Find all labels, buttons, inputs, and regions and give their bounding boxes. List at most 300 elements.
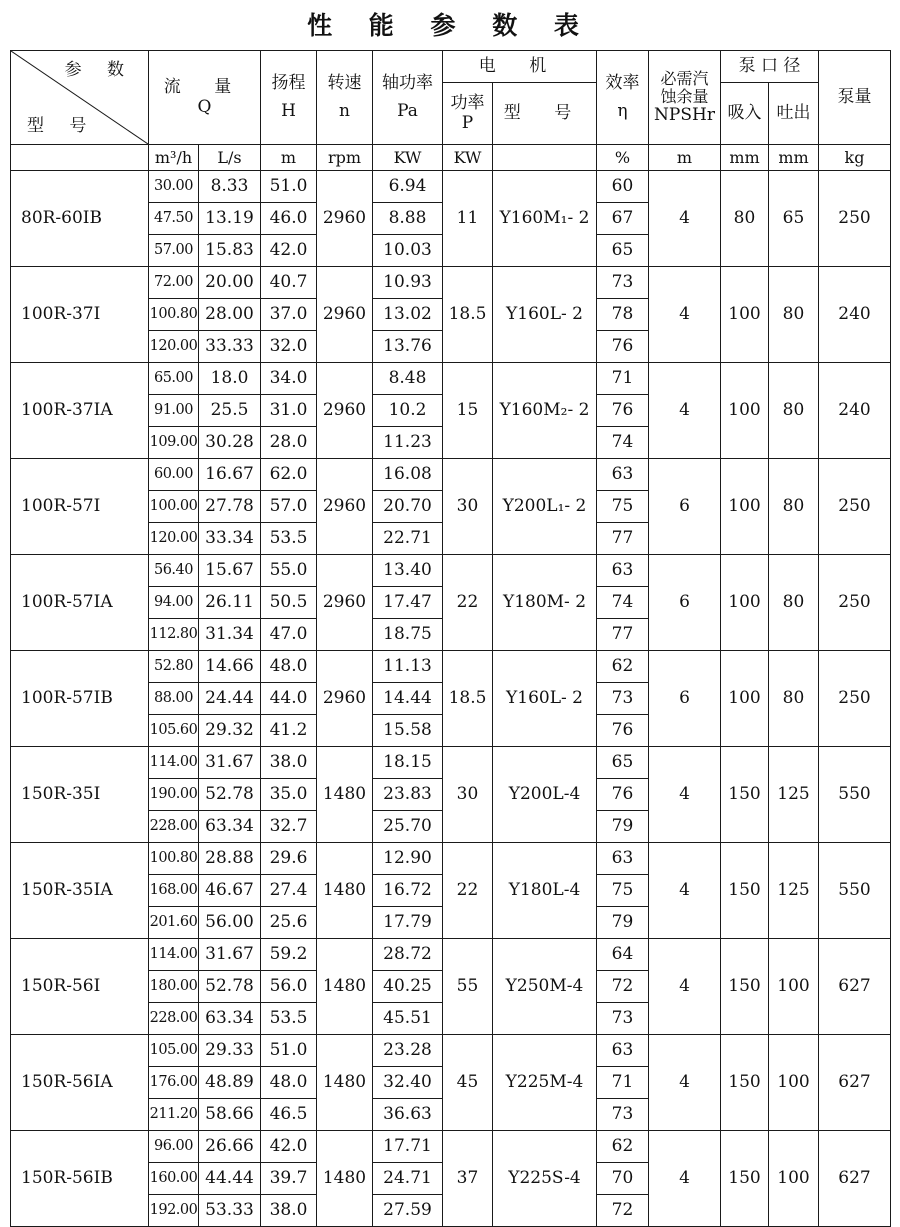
table-row <box>11 939 891 971</box>
header-corner-cell <box>11 51 149 145</box>
efficiency-cell: 63 <box>597 843 649 875</box>
weight-cell: 627 <box>819 1035 891 1131</box>
unit-suction: mm <box>721 145 769 171</box>
shaft-power-cell: 13.76 <box>373 331 443 363</box>
motor-power-cell: 30 <box>443 747 493 843</box>
head-cell: 29.6 <box>261 843 317 875</box>
header-speed <box>317 51 373 145</box>
suction-cell: 150 <box>721 747 769 843</box>
motor-power-cell: 30 <box>443 459 493 555</box>
suction-cell: 150 <box>721 939 769 1035</box>
efficiency-cell: 71 <box>597 1067 649 1099</box>
flow-m3h-cell: 112.80 <box>149 619 199 651</box>
shaft-power-cell: 27.59 <box>373 1195 443 1227</box>
head-cell: 37.0 <box>261 299 317 331</box>
motor-model-cell: Y200L-4 <box>493 747 597 843</box>
flow-m3h-cell: 88.00 <box>149 683 199 715</box>
shaft-power-cell: 23.28 <box>373 1035 443 1067</box>
model-cell: 100R-57IA <box>11 555 149 651</box>
model-cell: 80R-60IB <box>11 171 149 267</box>
header-speed-symbol: n <box>339 100 350 121</box>
flow-ls-cell: 26.11 <box>199 587 261 619</box>
header-flow <box>149 51 261 145</box>
flow-m3h-cell: 100.80 <box>149 299 199 331</box>
speed-cell: 2960 <box>317 171 373 267</box>
flow-m3h-cell: 96.00 <box>149 1131 199 1163</box>
flow-m3h-cell: 109.00 <box>149 427 199 459</box>
flow-m3h-cell: 120.00 <box>149 331 199 363</box>
flow-ls-cell: 63.34 <box>199 811 261 843</box>
shaft-power-cell: 17.71 <box>373 1131 443 1163</box>
flow-m3h-cell: 60.00 <box>149 459 199 491</box>
shaft-power-cell: 13.40 <box>373 555 443 587</box>
flow-m3h-cell: 30.00 <box>149 171 199 203</box>
model-cell: 100R-37IA <box>11 363 149 459</box>
head-cell: 53.5 <box>261 1003 317 1035</box>
efficiency-cell: 63 <box>597 459 649 491</box>
head-cell: 53.5 <box>261 523 317 555</box>
weight-cell: 550 <box>819 843 891 939</box>
header-shaft-power-symbol: Pa <box>397 100 418 121</box>
npsh-cell: 4 <box>649 1131 721 1227</box>
discharge-cell: 80 <box>769 267 819 363</box>
head-cell: 25.6 <box>261 907 317 939</box>
header-npsh-symbol: NPSHr <box>654 104 715 125</box>
header-efficiency-symbol: η <box>617 100 628 121</box>
head-cell: 50.5 <box>261 587 317 619</box>
motor-model-cell: Y225S-4 <box>493 1131 597 1227</box>
shaft-power-cell: 14.44 <box>373 683 443 715</box>
motor-power-cell: 15 <box>443 363 493 459</box>
efficiency-cell: 76 <box>597 331 649 363</box>
flow-ls-cell: 56.00 <box>199 907 261 939</box>
flow-ls-cell: 58.66 <box>199 1099 261 1131</box>
flow-ls-cell: 29.32 <box>199 715 261 747</box>
efficiency-cell: 76 <box>597 715 649 747</box>
motor-power-cell: 22 <box>443 843 493 939</box>
discharge-cell: 125 <box>769 747 819 843</box>
flow-ls-cell: 14.66 <box>199 651 261 683</box>
discharge-cell: 80 <box>769 651 819 747</box>
motor-power-cell: 55 <box>443 939 493 1035</box>
header-bore: 泵 口 径 <box>721 51 819 83</box>
head-cell: 57.0 <box>261 491 317 523</box>
flow-m3h-cell: 100.80 <box>149 843 199 875</box>
head-cell: 32.0 <box>261 331 317 363</box>
shaft-power-cell: 10.93 <box>373 267 443 299</box>
model-cell: 100R-57I <box>11 459 149 555</box>
header-weight: 泵量 <box>819 51 891 145</box>
flow-ls-cell: 44.44 <box>199 1163 261 1195</box>
flow-m3h-cell: 57.00 <box>149 235 199 267</box>
unit-motor-model <box>493 145 597 171</box>
flow-m3h-cell: 91.00 <box>149 395 199 427</box>
shaft-power-cell: 11.23 <box>373 427 443 459</box>
motor-model-cell: Y160M₁- 2 <box>493 171 597 267</box>
weight-cell: 250 <box>819 171 891 267</box>
flow-ls-cell: 25.5 <box>199 395 261 427</box>
table-row <box>11 267 891 299</box>
flow-m3h-cell: 105.00 <box>149 1035 199 1067</box>
flow-ls-cell: 16.67 <box>199 459 261 491</box>
motor-power-cell: 22 <box>443 555 493 651</box>
speed-cell: 2960 <box>317 651 373 747</box>
discharge-cell: 100 <box>769 1131 819 1227</box>
motor-power-cell: 37 <box>443 1131 493 1227</box>
suction-cell: 100 <box>721 459 769 555</box>
shaft-power-cell: 15.58 <box>373 715 443 747</box>
flow-m3h-cell: 52.80 <box>149 651 199 683</box>
header-npsh-line1: 必需汽 <box>660 69 709 89</box>
head-cell: 55.0 <box>261 555 317 587</box>
efficiency-cell: 62 <box>597 651 649 683</box>
head-cell: 27.4 <box>261 875 317 907</box>
table-row <box>11 843 891 875</box>
header-motor-power-symbol: P <box>461 112 474 133</box>
flow-ls-cell: 8.33 <box>199 171 261 203</box>
suction-cell: 100 <box>721 651 769 747</box>
flow-m3h-cell: 211.20 <box>149 1099 199 1131</box>
shaft-power-cell: 12.90 <box>373 843 443 875</box>
flow-m3h-cell: 168.00 <box>149 875 199 907</box>
head-cell: 59.2 <box>261 939 317 971</box>
model-cell: 150R-56IB <box>11 1131 149 1227</box>
weight-cell: 250 <box>819 459 891 555</box>
header-npsh-line2: 蚀余量 <box>660 86 709 106</box>
flow-ls-cell: 20.00 <box>199 267 261 299</box>
npsh-cell: 4 <box>649 747 721 843</box>
speed-cell: 1480 <box>317 747 373 843</box>
speed-cell: 1480 <box>317 843 373 939</box>
header-motor-power <box>443 83 493 145</box>
head-cell: 56.0 <box>261 971 317 1003</box>
efficiency-cell: 73 <box>597 267 649 299</box>
weight-cell: 250 <box>819 651 891 747</box>
page-title: 性 能 参 数 表 <box>307 11 593 40</box>
flow-m3h-cell: 72.00 <box>149 267 199 299</box>
header-flow-label: 流 量 <box>163 77 246 98</box>
motor-model-cell: Y160L- 2 <box>493 651 597 747</box>
motor-power-cell: 11 <box>443 171 493 267</box>
weight-cell: 627 <box>819 1131 891 1227</box>
table-row <box>11 747 891 779</box>
npsh-cell: 6 <box>649 459 721 555</box>
flow-m3h-cell: 176.00 <box>149 1067 199 1099</box>
shaft-power-cell: 10.03 <box>373 235 443 267</box>
head-cell: 46.0 <box>261 203 317 235</box>
efficiency-cell: 77 <box>597 523 649 555</box>
flow-m3h-cell: 192.00 <box>149 1195 199 1227</box>
flow-ls-cell: 46.67 <box>199 875 261 907</box>
header-flow-symbol: Q <box>197 96 212 117</box>
unit-flow-ls: L/s <box>199 145 261 171</box>
shaft-power-cell: 45.51 <box>373 1003 443 1035</box>
efficiency-cell: 63 <box>597 555 649 587</box>
efficiency-cell: 71 <box>597 363 649 395</box>
head-cell: 46.5 <box>261 1099 317 1131</box>
discharge-cell: 80 <box>769 459 819 555</box>
unit-head: m <box>261 145 317 171</box>
shaft-power-cell: 23.83 <box>373 779 443 811</box>
header-suction: 吸入 <box>721 83 769 145</box>
speed-cell: 2960 <box>317 555 373 651</box>
suction-cell: 100 <box>721 267 769 363</box>
flow-m3h-cell: 65.00 <box>149 363 199 395</box>
shaft-power-cell: 10.2 <box>373 395 443 427</box>
flow-ls-cell: 33.33 <box>199 331 261 363</box>
header-motor-power-label: 功率 <box>450 93 485 114</box>
efficiency-cell: 73 <box>597 1003 649 1035</box>
model-cell: 100R-57IB <box>11 651 149 747</box>
flow-m3h-cell: 114.00 <box>149 939 199 971</box>
unit-motor-power: KW <box>443 145 493 171</box>
efficiency-cell: 76 <box>597 779 649 811</box>
speed-cell: 1480 <box>317 1131 373 1227</box>
flow-m3h-cell: 190.00 <box>149 779 199 811</box>
header-npsh <box>649 51 721 145</box>
flow-ls-cell: 31.67 <box>199 747 261 779</box>
flow-m3h-cell: 105.60 <box>149 715 199 747</box>
efficiency-cell: 73 <box>597 1099 649 1131</box>
shaft-power-cell: 25.70 <box>373 811 443 843</box>
unit-weight: kg <box>819 145 891 171</box>
shaft-power-cell: 24.71 <box>373 1163 443 1195</box>
discharge-cell: 100 <box>769 1035 819 1131</box>
head-cell: 40.7 <box>261 267 317 299</box>
head-cell: 35.0 <box>261 779 317 811</box>
npsh-cell: 4 <box>649 363 721 459</box>
efficiency-cell: 75 <box>597 491 649 523</box>
npsh-cell: 4 <box>649 843 721 939</box>
speed-cell: 2960 <box>317 267 373 363</box>
shaft-power-cell: 16.08 <box>373 459 443 491</box>
efficiency-cell: 79 <box>597 811 649 843</box>
table-row <box>11 651 891 683</box>
efficiency-cell: 74 <box>597 427 649 459</box>
motor-model-cell: Y160M₂- 2 <box>493 363 597 459</box>
shaft-power-cell: 11.13 <box>373 651 443 683</box>
flow-m3h-cell: 100.00 <box>149 491 199 523</box>
shaft-power-cell: 40.25 <box>373 971 443 1003</box>
head-cell: 42.0 <box>261 1131 317 1163</box>
npsh-cell: 6 <box>649 555 721 651</box>
head-cell: 48.0 <box>261 1067 317 1099</box>
discharge-cell: 100 <box>769 939 819 1035</box>
suction-cell: 150 <box>721 1131 769 1227</box>
motor-model-cell: Y180L-4 <box>493 843 597 939</box>
suction-cell: 80 <box>721 171 769 267</box>
head-cell: 28.0 <box>261 427 317 459</box>
weight-cell: 550 <box>819 747 891 843</box>
unit-npsh: m <box>649 145 721 171</box>
model-cell: 100R-37I <box>11 267 149 363</box>
efficiency-cell: 65 <box>597 235 649 267</box>
efficiency-cell: 70 <box>597 1163 649 1195</box>
performance-table <box>10 50 891 1227</box>
model-cell: 150R-56I <box>11 939 149 1035</box>
flow-ls-cell: 53.33 <box>199 1195 261 1227</box>
flow-m3h-cell: 180.00 <box>149 971 199 1003</box>
efficiency-cell: 73 <box>597 683 649 715</box>
header-shaft-power-label: 轴功率 <box>382 73 433 94</box>
shaft-power-cell: 17.79 <box>373 907 443 939</box>
flow-ls-cell: 18.0 <box>199 363 261 395</box>
npsh-cell: 4 <box>649 171 721 267</box>
table-row <box>11 459 891 491</box>
suction-cell: 100 <box>721 363 769 459</box>
head-cell: 51.0 <box>261 1035 317 1067</box>
head-cell: 62.0 <box>261 459 317 491</box>
head-cell: 44.0 <box>261 683 317 715</box>
flow-m3h-cell: 94.00 <box>149 587 199 619</box>
flow-ls-cell: 52.78 <box>199 971 261 1003</box>
table-row <box>11 363 891 395</box>
flow-ls-cell: 52.78 <box>199 779 261 811</box>
flow-m3h-cell: 201.60 <box>149 907 199 939</box>
table-row <box>11 171 891 203</box>
model-cell: 150R-35IA <box>11 843 149 939</box>
shaft-power-cell: 8.48 <box>373 363 443 395</box>
discharge-cell: 65 <box>769 171 819 267</box>
table-row <box>11 555 891 587</box>
shaft-power-cell: 18.15 <box>373 747 443 779</box>
shaft-power-cell: 20.70 <box>373 491 443 523</box>
head-cell: 47.0 <box>261 619 317 651</box>
header-model-spacer <box>11 145 149 171</box>
header-head-symbol: H <box>281 100 296 121</box>
efficiency-cell: 74 <box>597 587 649 619</box>
head-cell: 42.0 <box>261 235 317 267</box>
head-cell: 32.7 <box>261 811 317 843</box>
motor-power-cell: 18.5 <box>443 651 493 747</box>
efficiency-cell: 75 <box>597 875 649 907</box>
motor-model-cell: Y250M-4 <box>493 939 597 1035</box>
head-cell: 31.0 <box>261 395 317 427</box>
flow-ls-cell: 13.19 <box>199 203 261 235</box>
head-cell: 39.7 <box>261 1163 317 1195</box>
header-head <box>261 51 317 145</box>
motor-model-cell: Y225M-4 <box>493 1035 597 1131</box>
motor-power-cell: 18.5 <box>443 267 493 363</box>
shaft-power-cell: 32.40 <box>373 1067 443 1099</box>
discharge-cell: 80 <box>769 555 819 651</box>
suction-cell: 150 <box>721 843 769 939</box>
shaft-power-cell: 28.72 <box>373 939 443 971</box>
head-cell: 51.0 <box>261 171 317 203</box>
efficiency-cell: 78 <box>597 299 649 331</box>
flow-ls-cell: 33.34 <box>199 523 261 555</box>
flow-ls-cell: 15.83 <box>199 235 261 267</box>
weight-cell: 240 <box>819 267 891 363</box>
flow-m3h-cell: 160.00 <box>149 1163 199 1195</box>
efficiency-cell: 60 <box>597 171 649 203</box>
speed-cell: 2960 <box>317 363 373 459</box>
unit-flow-m3h: m³/h <box>149 145 199 171</box>
weight-cell: 250 <box>819 555 891 651</box>
flow-m3h-cell: 228.00 <box>149 1003 199 1035</box>
header-param-label: 参 数 <box>64 60 134 80</box>
discharge-cell: 80 <box>769 363 819 459</box>
flow-ls-cell: 29.33 <box>199 1035 261 1067</box>
flow-m3h-cell: 120.00 <box>149 523 199 555</box>
efficiency-cell: 67 <box>597 203 649 235</box>
header-discharge: 吐出 <box>769 83 819 145</box>
shaft-power-cell: 17.47 <box>373 587 443 619</box>
header-motor: 电 机 <box>443 51 597 83</box>
header-efficiency <box>597 51 649 145</box>
efficiency-cell: 63 <box>597 1035 649 1067</box>
npsh-cell: 6 <box>649 651 721 747</box>
efficiency-cell: 64 <box>597 939 649 971</box>
motor-power-cell: 45 <box>443 1035 493 1131</box>
efficiency-cell: 65 <box>597 747 649 779</box>
model-cell: 150R-56IA <box>11 1035 149 1131</box>
flow-ls-cell: 31.34 <box>199 619 261 651</box>
flow-ls-cell: 48.89 <box>199 1067 261 1099</box>
flow-ls-cell: 30.28 <box>199 427 261 459</box>
flow-m3h-cell: 114.00 <box>149 747 199 779</box>
table-row <box>11 1131 891 1163</box>
unit-shaft-power: KW <box>373 145 443 171</box>
flow-ls-cell: 15.67 <box>199 555 261 587</box>
shaft-power-cell: 13.02 <box>373 299 443 331</box>
header-efficiency-label: 效率 <box>605 73 640 94</box>
motor-model-cell: Y180M- 2 <box>493 555 597 651</box>
weight-cell: 240 <box>819 363 891 459</box>
npsh-cell: 4 <box>649 267 721 363</box>
header-motor-model: 型 号 <box>493 83 597 145</box>
flow-ls-cell: 26.66 <box>199 1131 261 1163</box>
flow-m3h-cell: 47.50 <box>149 203 199 235</box>
weight-cell: 627 <box>819 939 891 1035</box>
speed-cell: 2960 <box>317 459 373 555</box>
suction-cell: 150 <box>721 1035 769 1131</box>
header-model-label: 型 号 <box>27 115 97 136</box>
shaft-power-cell: 18.75 <box>373 619 443 651</box>
flow-ls-cell: 31.67 <box>199 939 261 971</box>
head-cell: 48.0 <box>261 651 317 683</box>
shaft-power-cell: 8.88 <box>373 203 443 235</box>
npsh-cell: 4 <box>649 1035 721 1131</box>
efficiency-cell: 62 <box>597 1131 649 1163</box>
motor-model-cell: Y160L- 2 <box>493 267 597 363</box>
flow-ls-cell: 24.44 <box>199 683 261 715</box>
shaft-power-cell: 6.94 <box>373 171 443 203</box>
efficiency-cell: 76 <box>597 395 649 427</box>
flow-m3h-cell: 56.40 <box>149 555 199 587</box>
flow-ls-cell: 63.34 <box>199 1003 261 1035</box>
discharge-cell: 125 <box>769 843 819 939</box>
suction-cell: 100 <box>721 555 769 651</box>
header-shaft-power <box>373 51 443 145</box>
flow-ls-cell: 28.88 <box>199 843 261 875</box>
unit-efficiency: % <box>597 145 649 171</box>
head-cell: 38.0 <box>261 1195 317 1227</box>
shaft-power-cell: 22.71 <box>373 523 443 555</box>
unit-speed: rpm <box>317 145 373 171</box>
head-cell: 38.0 <box>261 747 317 779</box>
npsh-cell: 4 <box>649 939 721 1035</box>
table-row <box>11 1035 891 1067</box>
unit-discharge: mm <box>769 145 819 171</box>
shaft-power-cell: 16.72 <box>373 875 443 907</box>
head-cell: 34.0 <box>261 363 317 395</box>
efficiency-cell: 79 <box>597 907 649 939</box>
speed-cell: 1480 <box>317 1035 373 1131</box>
efficiency-cell: 72 <box>597 1195 649 1227</box>
motor-model-cell: Y200L₁- 2 <box>493 459 597 555</box>
model-cell: 150R-35I <box>11 747 149 843</box>
